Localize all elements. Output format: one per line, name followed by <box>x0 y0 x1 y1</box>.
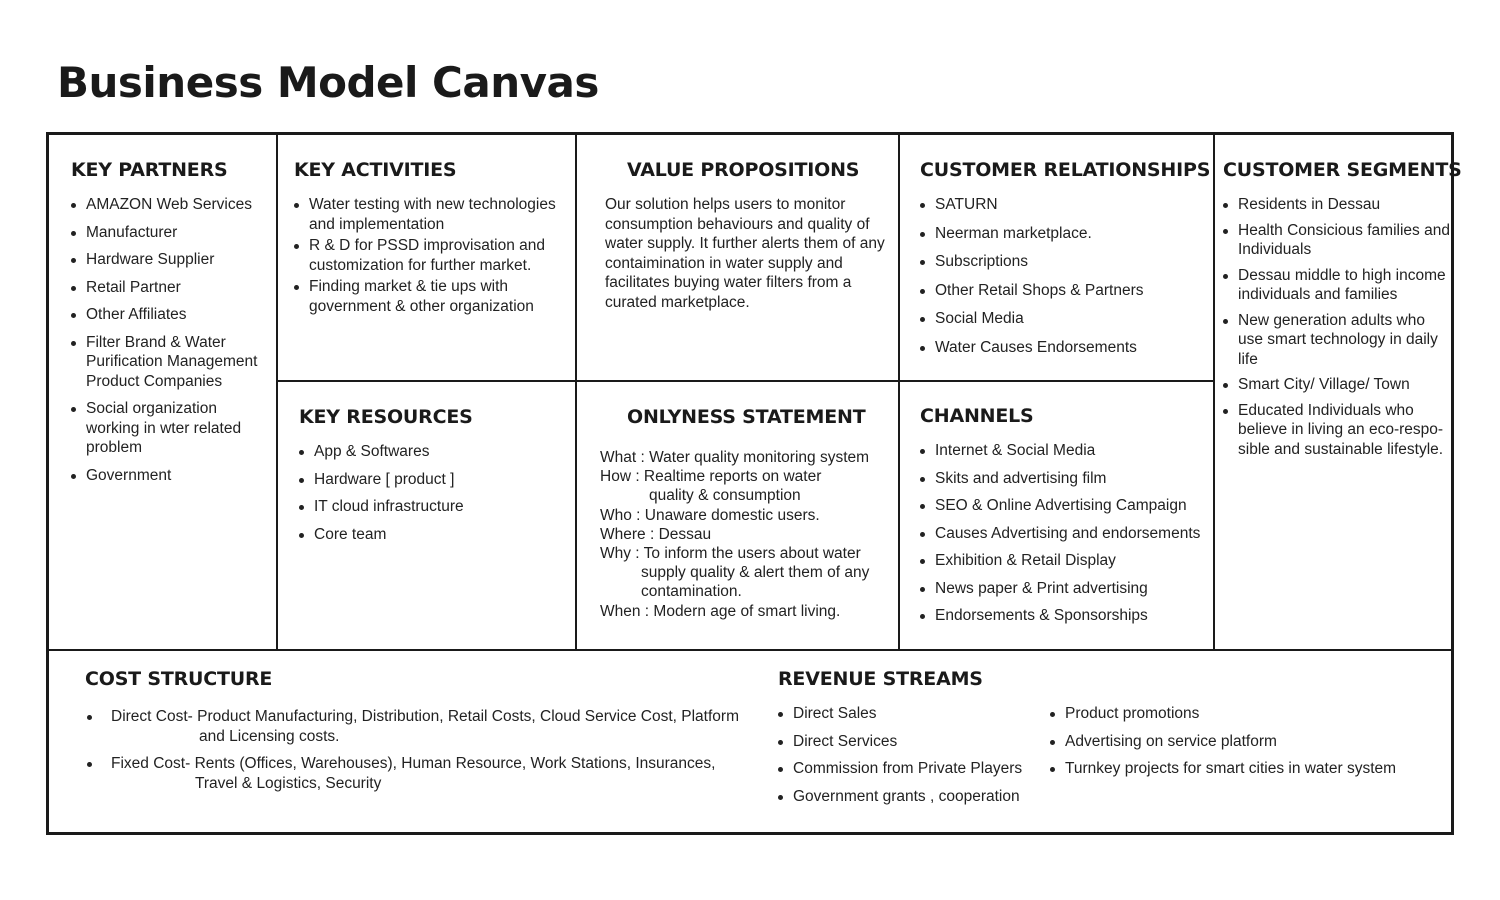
page-title: Business Model Canvas <box>57 58 599 107</box>
list-item: Other Retail Shops & Partners <box>920 281 1210 301</box>
channels-heading: CHANNELS <box>920 405 1034 427</box>
onlyness-statement-lines <box>600 448 895 621</box>
list-item: Filter Brand & Water Purification Management Product Companies <box>71 333 271 392</box>
bullet-icon <box>87 715 92 720</box>
key-resources-list <box>299 442 569 544</box>
key-activities-block <box>294 159 574 316</box>
divider <box>276 135 278 650</box>
list-item: R & D for PSSD improvisation and customization for further market. <box>294 236 574 275</box>
cost-text-continued: Travel & Logistics, Security <box>195 774 382 792</box>
cost-text: Product Manufacturing, Distribution, Retail Costs, Cloud Service Cost, Platform <box>197 708 739 725</box>
key-activities-heading: KEY ACTIVITIES <box>294 159 457 181</box>
list-item: Dessau middle to high income individuals and families <box>1223 266 1451 305</box>
list-item: Causes Advertising and endorsements <box>920 524 1215 544</box>
statement-line: quality & consumption <box>649 487 801 505</box>
statement-line: Why : To inform the users about water <box>600 545 861 563</box>
list-item: Government <box>71 466 271 486</box>
statement-line: When : Modern age of smart living. <box>600 602 841 620</box>
list-item: Social organization working in wter related problem <box>71 399 271 458</box>
list-item: Commission from Private Players <box>778 759 1038 779</box>
customer-relationships-list <box>920 195 1210 357</box>
list-item: New generation adults who use smart technology in daily life <box>1223 311 1451 370</box>
statement-line: contamination. <box>641 583 742 601</box>
list-item: Finding market & tie ups with government & other organization <box>294 277 574 316</box>
statement-line: How : Realtime reports on water <box>600 468 822 486</box>
divider <box>49 649 1451 651</box>
key-resources-block <box>299 406 569 544</box>
revenue-streams-heading: REVENUE STREAMS <box>778 668 983 690</box>
list-item: Product promotions <box>1050 704 1450 724</box>
list-item: Health Consicious families and Individuals <box>1223 221 1451 260</box>
cost-structure-heading: COST STRUCTURE <box>85 668 273 690</box>
cost-text-continued: and Licensing costs. <box>199 727 340 745</box>
list-item: Educated Individuals who believe in living an eco-respo-sible and sustainable lifestyle. <box>1223 401 1451 460</box>
customer-segments-block <box>1223 159 1462 459</box>
onlyness-statement-heading: ONLYNESS STATEMENT <box>627 406 866 428</box>
divider <box>276 380 1214 382</box>
key-partners-heading: KEY PARTNERS <box>71 159 228 181</box>
list-item: Residents in Dessau <box>1223 195 1451 215</box>
cost-label: Direct Cost- <box>111 708 198 725</box>
list-item: Core team <box>299 525 569 545</box>
divider <box>575 135 577 650</box>
value-propositions-block <box>605 159 890 312</box>
list-item: Hardware [ product ] <box>299 470 569 490</box>
list-item: App & Softwares <box>299 442 569 462</box>
list-item: Manufacturer <box>71 223 271 243</box>
cost-structure-block <box>85 668 765 793</box>
cost-structure-list <box>85 707 765 793</box>
list-item: Smart City/ Village/ Town <box>1223 375 1451 395</box>
statement-line: supply quality & alert them of any <box>641 564 870 582</box>
list-item: Direct Sales <box>778 704 1038 724</box>
customer-relationships-heading: CUSTOMER RELATIONSHIPS <box>920 159 1211 181</box>
list-item: SATURN <box>920 195 1210 215</box>
key-partners-list <box>71 195 271 485</box>
bullet-icon <box>87 762 92 767</box>
list-item: Subscriptions <box>920 252 1210 272</box>
statement-line: Where : Dessau <box>600 525 712 543</box>
list-item: News paper & Print advertising <box>920 579 1215 599</box>
statement-line: Who : Unaware domestic users. <box>600 506 820 524</box>
channels-block <box>920 405 1215 626</box>
key-resources-heading: KEY RESOURCES <box>299 406 473 428</box>
list-item: Turnkey projects for smart cities in water system <box>1050 759 1450 779</box>
key-activities-list <box>294 195 574 316</box>
revenue-streams-block <box>778 668 1448 805</box>
statement-line: What : Water quality monitoring system <box>600 449 870 466</box>
business-model-canvas <box>46 132 1462 835</box>
list-item: Water testing with new technologies and implementation <box>294 195 574 234</box>
list-item: Social Media <box>920 309 1210 329</box>
list-item: Other Affiliates <box>71 305 271 325</box>
list-item <box>85 754 765 793</box>
list-item: Exhibition & Retail Display <box>920 551 1215 571</box>
list-item: Skits and advertising film <box>920 469 1215 489</box>
value-propositions-heading: VALUE PROPOSITIONS <box>627 159 860 181</box>
list-item: Water Causes Endorsements <box>920 338 1210 358</box>
list-item: Advertising on service platform <box>1050 732 1450 752</box>
list-item: IT cloud infrastructure <box>299 497 569 517</box>
list-item: AMAZON Web Services <box>71 195 271 215</box>
customer-relationships-block <box>920 159 1210 357</box>
list-item: Direct Services <box>778 732 1038 752</box>
list-item <box>85 707 765 746</box>
onlyness-statement-block <box>600 406 895 621</box>
list-item: Internet & Social Media <box>920 441 1215 461</box>
list-item: Retail Partner <box>71 278 271 298</box>
channels-list <box>920 441 1215 626</box>
list-item: SEO & Online Advertising Campaign <box>920 496 1215 516</box>
cost-text: Rents (Offices, Warehouses), Human Resource, Work Stations, Insurances, <box>194 755 716 772</box>
revenue-streams-column-1 <box>778 704 1038 806</box>
customer-segments-list <box>1223 195 1451 459</box>
key-partners-block <box>71 159 271 485</box>
revenue-streams-column-2 <box>1050 704 1450 779</box>
value-propositions-text: Our solution helps users to monitor consumption behaviours and quality of water supply. It further alerts them of any contaimination in water supply and facilitates buying water filters from a curated marketplace. <box>605 196 885 311</box>
customer-segments-heading: CUSTOMER SEGMENTS <box>1223 159 1462 181</box>
cost-label: Fixed Cost- <box>111 755 195 772</box>
divider <box>898 135 900 650</box>
list-item: Neerman marketplace. <box>920 224 1210 244</box>
list-item: Endorsements & Sponsorships <box>920 606 1215 626</box>
list-item: Government grants , cooperation <box>778 787 1038 807</box>
list-item: Hardware Supplier <box>71 250 271 270</box>
